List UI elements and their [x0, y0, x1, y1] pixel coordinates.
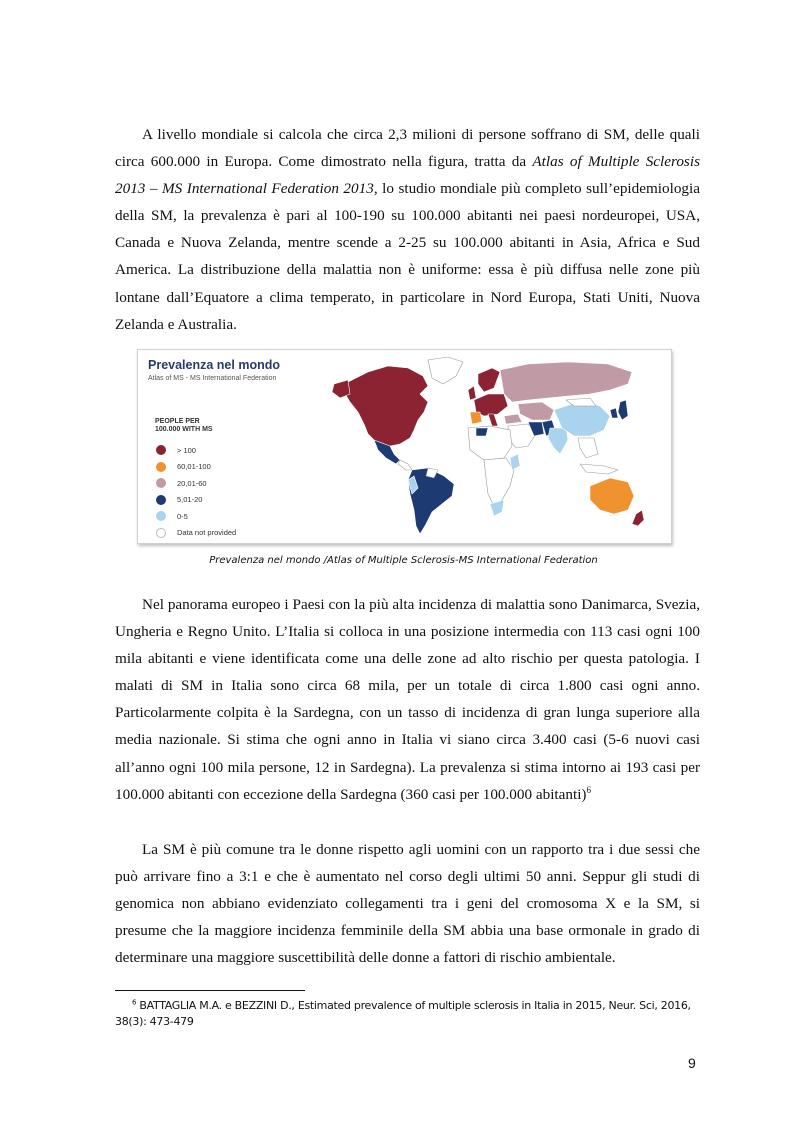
legend-item-20-60: [156, 475, 236, 492]
prevalence-figure: [137, 349, 672, 544]
central-america-region: [398, 460, 412, 470]
legend-item-over-100: [156, 442, 236, 459]
legend-swatch: [156, 511, 166, 521]
greenland-region: [428, 357, 463, 384]
paragraph-2: [115, 591, 700, 808]
legend-swatch: [156, 528, 166, 538]
figure-title: Prevalenza nel mondo: [148, 358, 280, 372]
central-africa-region: [484, 458, 514, 506]
north-africa-region: [468, 426, 512, 460]
uk-region: [468, 386, 476, 400]
footnote-number: 6: [132, 998, 137, 1007]
paragraph-1-text-b: , lo studio mondiale più completo sull’epidemiologia della SM, la prevalenza è pari al 100-190 su 100.000 abitanti nei paesi nordeuropei, USA, Canada e Nuova Zelanda, mentre scende a 2-25 su 100.000 abitanti in Asia, Africa e Sud America. La distribuzione della malattia non è uniforme: essa è più diffusa nelle zone più lontane dall’Equatore a clima temperato, in particolare in Nord Europa, Stati Uniti, Nuova Zelanda e Australia.: [115, 180, 700, 333]
turkey-region: [504, 414, 522, 424]
legend-item-0-5: [156, 508, 236, 525]
page-number: 9: [688, 1055, 696, 1071]
iberia-region: [470, 412, 482, 424]
paragraph-3-text: La SM è più comune tra le donne rispetto agli uomini con un rapporto tra i due sessi che può arrivare fino a 3:1 e che è aumentato nel corso degli ultimi 50 anni. Seppur gli studi di genomica non abbiano evidenziato collegamenti tra i geni del cromosoma X e la SM, si presume che la maggiore incidenza femminile della SM abbia una base ormonale in grado di determinare una maggiore suscettibilità delle donne a fattori di rischio ambientale.: [115, 841, 700, 967]
italy-region: [488, 414, 498, 426]
legend-title: [155, 418, 213, 434]
legend-swatch: [156, 495, 166, 505]
legend-label: 5,01-20: [177, 495, 203, 505]
legend-label: > 100: [177, 445, 196, 455]
world-map: [328, 354, 648, 540]
alaska-region: [332, 380, 350, 398]
central-asia-region: [518, 402, 554, 420]
footnote-text: BATTAGLIA M.A. e BEZZINI D., Estimated prevalence of multiple sclerosis in Italia in 2015, Neur. Sci, 2016, 38(3): 473-479: [115, 999, 691, 1028]
paragraph-3: [115, 836, 700, 971]
legend-title-line-1: PEOPLE PER: [155, 418, 200, 425]
figure-caption: Prevalenza nel mondo /Atlas of Multiple Sclerosis-MS International Federation: [209, 555, 598, 566]
legend-swatch: [156, 445, 166, 455]
legend-swatch: [156, 478, 166, 488]
paragraph-1: [115, 121, 700, 338]
footnote-reference: 6: [586, 784, 591, 795]
east-africa-region: [510, 454, 520, 470]
legend-label: 0-5: [177, 511, 188, 521]
north-america-region: [344, 366, 428, 446]
legend-label: 20,01-60: [177, 478, 207, 488]
legend-swatch: [156, 462, 166, 472]
legend-label: 60,01-100: [177, 462, 211, 472]
australia-region: [590, 478, 634, 514]
indonesia-region: [580, 464, 618, 474]
legend-item-60-100: [156, 459, 236, 476]
legend-item-5-20: [156, 492, 236, 509]
russia-region: [500, 362, 632, 402]
paragraph-1-citation: Atlas of Multiple Sclerosis 2013 – MS International Federation 2013: [115, 153, 700, 198]
india-region: [548, 428, 568, 454]
paragraph-1-text-a: A livello mondiale si calcola che circa 2,3 milioni di persone soffrano di SM, delle quali circa 600.000 in Europa. Come dimostrato nella figura, tratta da: [115, 126, 700, 171]
japan-region: [618, 400, 628, 420]
paragraph-2-text: Nel panorama europeo i Paesi con la più alta incidenza di malattia sono Danimarca, Svezia, Ungheria e Regno Unito. L’Italia si colloca in una posizione intermedia con 113 casi ogni 100 mila abitanti e viene identificata come una delle zone ad alto rischio per questa patologia. I malati di SM in Italia sono circa 68 mila, per un totale di circa 1.800 casi ogni anno. Particolarmente colpita è la Sardegna, con un tasso di incidenza di gran lunga superiore alla media nazionale. Si stima che ogni anno in Italia vi siano circa 3.400 casi (5-6 nuovi casi all’anno ogni 100 mila persone, 12 in Sardegna). La prevalenza si stima intorno ai 193 casi per 100.000 abitanti con eccezione della Sardegna (360 casi per 100.000 abitanti): [115, 596, 700, 803]
footnote-separator: [115, 990, 305, 991]
southeast-asia-region: [578, 438, 598, 458]
legend: [156, 442, 236, 541]
footnote: [115, 998, 700, 1030]
north-africa-mid: [476, 428, 488, 436]
scandinavia-region: [478, 368, 500, 392]
legend-label: Data not provided: [177, 528, 237, 538]
legend-item-no-data: [156, 525, 236, 542]
legend-title-line-2: 100.000 WITH MS: [155, 426, 213, 433]
new-zealand-region: [632, 510, 644, 526]
korea-region: [610, 408, 618, 418]
figure-subtitle: Atlas of MS - MS International Federation: [148, 375, 277, 382]
